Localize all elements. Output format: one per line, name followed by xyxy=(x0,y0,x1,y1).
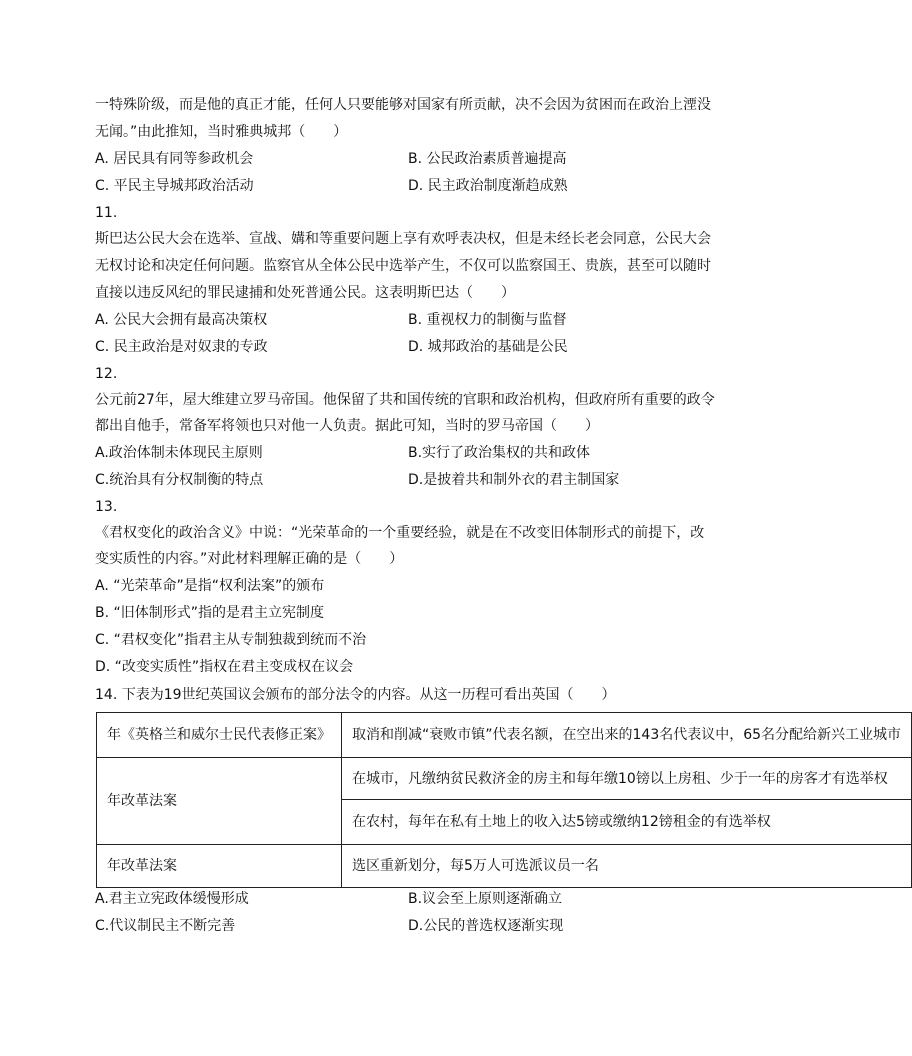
q14-option-c[interactable]: C.代议制民主不断完善 xyxy=(95,918,236,934)
q10-stem-line-2: 无闻。”由此推知，当时雅典城邦（ ） xyxy=(95,124,348,140)
q11-option-d[interactable]: D. 城邦政治的基础是公民 xyxy=(408,339,568,355)
table-cell-law-content: 在农村，每年在私有土地上的收入达5镑或缴纳12镑租金的有选举权 xyxy=(342,800,912,845)
table-row xyxy=(97,758,912,800)
table-row xyxy=(97,713,912,758)
table-cell-law-content: 选区重新划分，每5万人可选派议员一名 xyxy=(342,845,912,888)
q12-option-d[interactable]: D.是披着共和制外衣的君主制国家 xyxy=(408,472,620,488)
q12-stem-line-1: 公元前27年，屋大维建立罗马帝国。他保留了共和国传统的官职和政治机构，但政府所有重要的政令 xyxy=(95,392,715,408)
table-row xyxy=(97,845,912,888)
q11-option-a[interactable]: A. 公民大会拥有最高决策权 xyxy=(95,312,268,328)
table-cell-law-content: 取消和削减“衰败市镇”代表名额，在空出来的143名代表议中，65名分配给新兴工业城市 xyxy=(342,713,912,758)
q12-number: 12. xyxy=(95,366,118,382)
table-cell-law-name: 年改革法案 xyxy=(97,758,342,845)
q14-option-b[interactable]: B.议会至上原则逐渐确立 xyxy=(408,891,563,907)
q13-stem-line-1: 《君权变化的政治含义》中说：“光荣革命的一个重要经验，就是在不改变旧体制形式的前提下，改 xyxy=(95,525,705,541)
q10-option-c[interactable]: C. 平民主导城邦政治活动 xyxy=(95,178,254,194)
q10-stem-line-1: 一特殊阶级，而是他的真正才能，任何人只要能够对国家有所贡献，决不会因为贫困而在政治上湮没 xyxy=(95,97,711,113)
q13-option-d[interactable]: D. “改变实质性”指权在君主变成权在议会 xyxy=(95,659,354,675)
q13-option-b[interactable]: B. “旧体制形式”指的是君主立宪制度 xyxy=(95,605,325,621)
q10-option-d[interactable]: D. 民主政治制度渐趋成熟 xyxy=(408,178,568,194)
q11-stem-line-3: 直接以违反风纪的罪民逮捕和处死普通公民。这表明斯巴达（ ） xyxy=(95,285,515,301)
q13-number: 13. xyxy=(95,499,118,515)
table-cell-law-name: 年《英格兰和威尔士民代表修正案》 xyxy=(97,713,342,758)
q12-option-a[interactable]: A.政治体制未体现民主原则 xyxy=(95,445,263,461)
q11-stem-line-2: 无权讨论和决定任何问题。监察官从全体公民中选举产生，不仅可以监察国王、贵族，甚至可以随时 xyxy=(95,258,711,274)
q10-option-b[interactable]: B. 公民政治素质普遍提高 xyxy=(408,151,567,167)
q12-option-b[interactable]: B.实行了政治集权的共和政体 xyxy=(408,445,591,461)
q14-option-d[interactable]: D.公民的普选权逐渐实现 xyxy=(408,918,564,934)
q13-option-a[interactable]: A. “光荣革命”是指“权利法案”的颁布 xyxy=(95,578,325,594)
table-cell-law-name: 年改革法案 xyxy=(97,845,342,888)
q13-option-c[interactable]: C. “君权变化”指君主从专制独裁到统而不治 xyxy=(95,632,367,648)
q12-option-c[interactable]: C.统治具有分权制衡的特点 xyxy=(95,472,264,488)
q11-number: 11. xyxy=(95,205,118,221)
q11-stem-line-1: 斯巴达公民大会在选举、宣战、媾和等重要问题上享有欢呼表决权，但是未经长老会同意，公民大会 xyxy=(95,231,711,247)
q14-stem: 14. 下表为19世纪英国议会颁布的部分法令的内容。从这一历程可看出英国（ ） xyxy=(95,687,616,703)
q11-option-c[interactable]: C. 民主政治是对奴隶的专政 xyxy=(95,339,268,355)
q11-option-b[interactable]: B. 重视权力的制衡与监督 xyxy=(408,312,567,328)
q13-stem-line-2: 变实质性的内容。”对此材料理解正确的是（ ） xyxy=(95,551,404,567)
q12-stem-line-2: 都出自他手，常备军将领也只对他一人负责。据此可知，当时的罗马帝国（ ） xyxy=(95,418,599,434)
q10-option-a[interactable]: A. 居民具有同等参政机会 xyxy=(95,151,254,167)
table-cell-law-content: 在城市，凡缴纳贫民救济金的房主和每年缴10镑以上房租、少于一年的房客才有选举权 xyxy=(342,758,912,800)
q14-law-table xyxy=(96,712,912,888)
q14-option-a[interactable]: A.君主立宪政体缓慢形成 xyxy=(95,891,249,907)
